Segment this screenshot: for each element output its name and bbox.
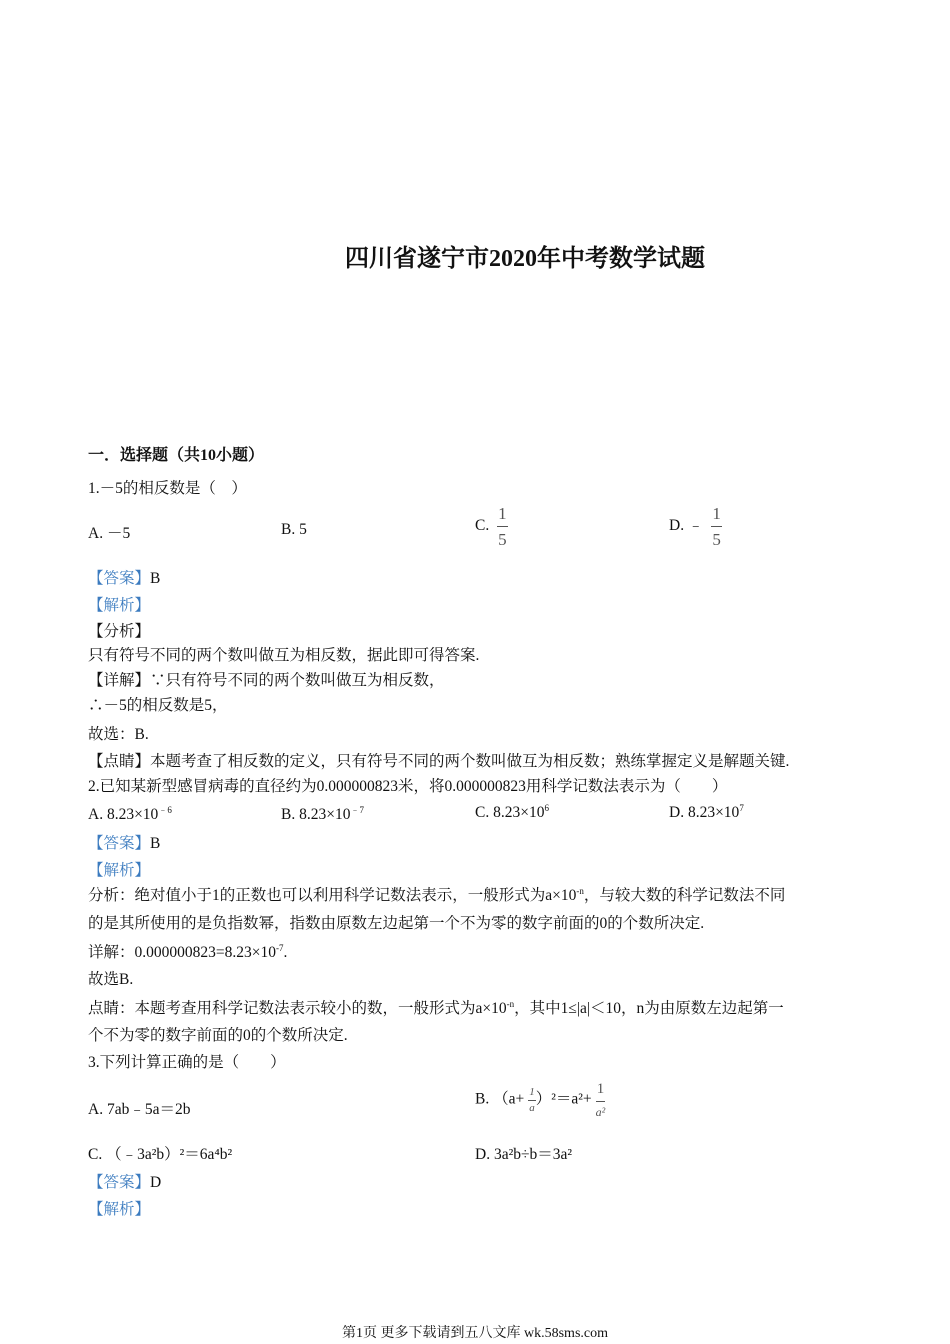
q1-option-c-fraction <box>497 505 508 548</box>
option-exponent: 7 <box>739 803 744 813</box>
option-base: A. 8.23×10 <box>88 806 159 824</box>
answer-value: B <box>150 570 161 587</box>
q1-therefore: ∴－5的相反数是5， <box>88 697 228 714</box>
fraction-numerator: 1 <box>711 505 722 527</box>
fraction-numerator: 1 <box>596 1082 606 1102</box>
option-exponent: 6 <box>544 803 549 813</box>
q2-option-a <box>88 803 172 824</box>
q3-stem: 3.下列计算正确的是（ ） <box>88 1054 286 1071</box>
q1-choose: 故选：B. <box>88 726 149 743</box>
fraction-denominator: 5 <box>498 530 507 549</box>
answer-tag: 【答案】 <box>88 570 151 587</box>
dianjing-tag: 【点睛】 <box>88 753 151 770</box>
fraction-numerator: 1 <box>497 505 508 527</box>
q2-choose: 故选B. <box>88 971 134 988</box>
answer-value: B <box>150 835 161 852</box>
q1-stem: 1.－5的相反数是（ ） <box>88 480 247 497</box>
q1-detail <box>88 668 445 690</box>
q2-detail <box>88 940 287 962</box>
q2-answer <box>88 831 160 853</box>
fraction-denominator: 5 <box>712 530 721 549</box>
q2-option-d <box>669 803 744 822</box>
q1-option-c-label: C. <box>475 517 490 535</box>
option-text: B. （a+ <box>475 1090 525 1108</box>
q1-option-d-fraction <box>711 505 722 548</box>
option-text: ）²＝a²+ <box>535 1090 592 1108</box>
q1-answer <box>88 566 160 588</box>
section-heading: 一．选择题（共10小题） <box>88 447 265 464</box>
q3-option-a: A. 7ab﹣5a＝2b <box>88 1101 191 1118</box>
q1-option-d <box>669 505 722 548</box>
q1-analysis-tag: 【解析】 <box>88 597 151 614</box>
q2-stem: 2.已知某新型感冒病毒的直径约为0.000000823米，将0.000000823用科学记数法表示为（ ） <box>88 778 728 795</box>
answer-value: D <box>150 1174 162 1191</box>
q2-fenxi-line1 <box>88 883 785 905</box>
text-part: ，其中1≤|a|＜10，n为由原数左边起第一 <box>514 1000 784 1017</box>
exponent: -n <box>506 998 515 1009</box>
q1-option-a: A. －5 <box>88 525 131 542</box>
q1-option-c <box>475 505 508 548</box>
detail-tag: 【详解】 <box>88 672 151 689</box>
q1-dianjing <box>88 749 789 771</box>
page-title: 四川省遂宁市2020年中考数学试题 <box>345 246 705 272</box>
q2-option-b <box>281 803 364 824</box>
q3-option-b <box>475 1082 605 1118</box>
q2-dianjing-line1 <box>88 996 784 1018</box>
exponent: -n <box>576 885 584 896</box>
q3-option-b-small-fraction <box>528 1087 536 1114</box>
dianjing-text: 本题考查了相反数的定义，只有符号不同的两个数叫做互为相反数；熟练掌握定义是解题关键. <box>150 753 790 770</box>
q2-analysis-tag: 【解析】 <box>88 862 151 879</box>
option-exponent: ﹣6 <box>158 805 172 815</box>
answer-tag: 【答案】 <box>88 1174 151 1191</box>
option-exponent: ﹣7 <box>350 805 364 815</box>
page-footer: 第1页 更多下载请到五八文库 wk.58sms.com <box>342 1326 608 1341</box>
text-part: 点睛：本题考查用科学记数法表示较小的数，一般形式为a×10 <box>88 1000 507 1017</box>
answer-tag: 【答案】 <box>88 835 151 852</box>
option-base: B. 8.23×10 <box>281 806 351 824</box>
q3-option-d: D. 3a²b÷b＝3a² <box>475 1146 573 1163</box>
fraction-denominator: a <box>529 1101 535 1114</box>
option-base: D. 8.23×10 <box>669 804 740 822</box>
text-part: ，与较大数的科学记数法不同 <box>583 887 786 904</box>
text-part: . <box>283 944 288 961</box>
q3-option-b-fraction <box>596 1082 606 1118</box>
q1-option-d-label: D. ﹣ <box>669 517 704 535</box>
q3-option-c: C. （﹣3a²b）²＝6a⁴b² <box>88 1146 233 1163</box>
option-base: C. 8.23×10 <box>475 804 545 822</box>
q1-fenxi-tag: 【分析】 <box>88 623 151 640</box>
q1-fenxi-text: 只有符号不同的两个数叫做互为相反数，据此即可得答案. <box>88 647 480 664</box>
exponent: -7 <box>275 942 284 953</box>
detail-text: ∵只有符号不同的两个数叫做互为相反数， <box>150 672 445 689</box>
fraction-numerator: 1 <box>528 1087 536 1101</box>
q1-option-b: B. 5 <box>281 521 307 538</box>
q2-option-c <box>475 803 549 822</box>
q3-analysis-tag: 【解析】 <box>88 1201 151 1218</box>
q2-fenxi-line2: 的是其所使用的是负指数幂，指数由原数左边起第一个不为零的数字前面的0的个数所决定. <box>88 915 705 932</box>
text-part: 分析：绝对值小于1的正数也可以利用科学记数法表示，一般形式为a×10 <box>88 887 577 904</box>
q2-dianjing-line2: 个不为零的数字前面的0的个数所决定. <box>88 1027 348 1044</box>
fraction-denominator: a² <box>595 1105 606 1119</box>
text-part: 详解：0.000000823=8.23×10 <box>88 944 276 961</box>
q3-answer <box>88 1170 161 1192</box>
